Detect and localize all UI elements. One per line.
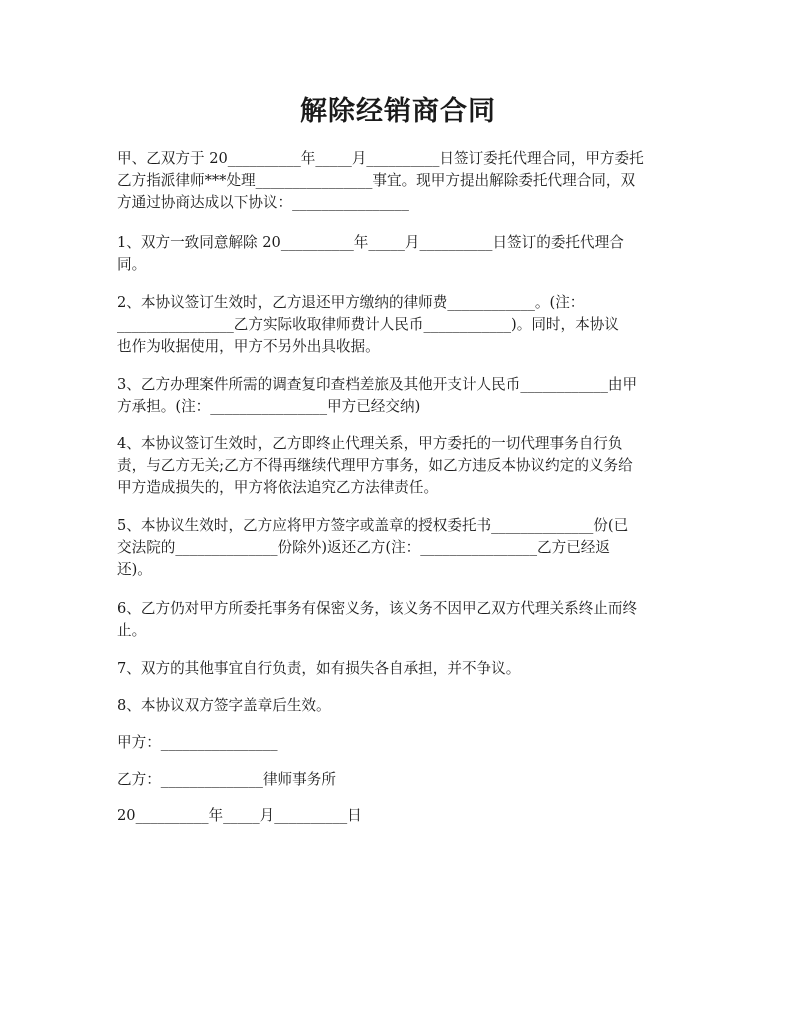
clause-2-line-3: 也作为收据使用，甲方不另外出具收据。: [117, 338, 380, 355]
clause-2-line-2: ________________乙方实际收取律师费计人民币____________)。同时，本协议: [117, 316, 619, 333]
party-a-signature: [117, 732, 682, 754]
intro-line-1: 甲、乙双方于 20__________年_____月__________日签订委托代理合同，甲方委托: [117, 150, 644, 167]
clause-6-line-1: 6、乙方仍对甲方所委托事务有保密义务，该义务不因甲乙双方代理关系终止而终: [117, 600, 638, 617]
clause-7-line-1: 7、双方的其他事宜自行负责，如有损失各自承担，并不争议。: [117, 660, 521, 677]
clause-2: [117, 292, 682, 358]
clause-8-line-1: 8、本协议双方签字盖章后生效。: [117, 697, 331, 714]
clause-4-line-3: 甲方造成损失的，甲方将依法追究乙方法律责任。: [117, 479, 439, 496]
clause-5-line-1: 5、本协议生效时，乙方应将甲方签字或盖章的授权委托书______________份(已: [117, 517, 629, 534]
clause-8: [117, 695, 682, 717]
clause-3-line-2: 方承担。(注：________________甲方已经交纳): [117, 398, 421, 415]
clause-3-line-1: 3、乙方办理案件所需的调查复印查档差旅及其他开支计人民币____________由甲: [117, 376, 638, 393]
document-title: 解除经销商合同: [300, 96, 496, 127]
signing-date-line: 20__________年_____月__________日: [117, 807, 362, 824]
clause-1-line-1: 1、双方一致同意解除 20__________年_____月__________日签订的委托代理合: [117, 234, 624, 251]
party-b-signature: [117, 769, 682, 791]
clause-2-line-1: 2、本协议签订生效时，乙方退还甲方缴纳的律师费____________。(注：: [117, 294, 585, 311]
clause-6: [117, 598, 682, 642]
clause-4-line-1: 4、本协议签订生效时，乙方即终止代理关系，甲方委托的一切代理事务自行负: [117, 435, 623, 452]
clause-5-line-3: 还)。: [117, 561, 152, 578]
intro-line-2: 乙方指派律师***处理________________事宜。现甲方提出解除委托代理合同，双: [117, 172, 636, 189]
clause-7: [117, 658, 682, 680]
clause-6-line-2: 止。: [117, 622, 147, 639]
clause-1: [117, 232, 682, 276]
clause-4-line-2: 责，与乙方无关;乙方不得再继续代理甲方事务，如乙方违反本协议约定的义务给: [117, 457, 633, 474]
intro-paragraph: [117, 148, 682, 214]
party-a-line: 甲方：________________: [117, 734, 278, 751]
clause-5-line-2: 交法院的______________份除外)返还乙方(注：________________乙方已经返: [117, 539, 610, 556]
clause-3: [117, 374, 682, 418]
clause-1-line-2: 同。: [117, 256, 147, 273]
party-b-line: 乙方：______________律师事务所: [117, 771, 336, 788]
signing-date: [117, 805, 682, 827]
clause-4: [117, 433, 682, 499]
intro-line-3: 方通过协商达成以下协议：________________: [117, 194, 409, 211]
clause-5: [117, 515, 682, 581]
